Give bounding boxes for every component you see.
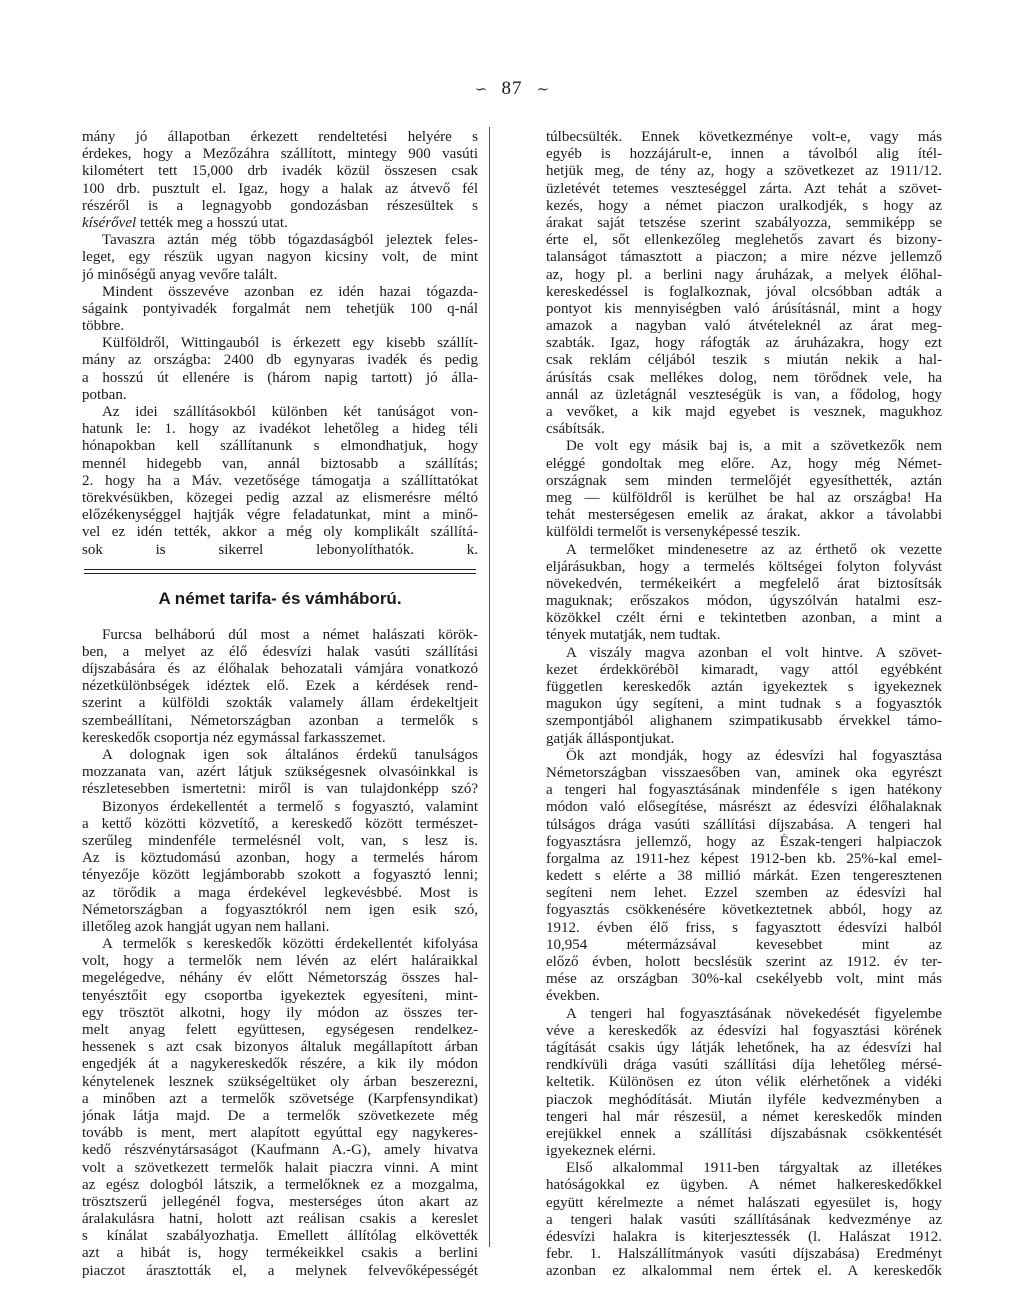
text-line: igyekeznek elérni. <box>546 1143 656 1160</box>
text-line: törekvésükben, közegei pedig azzal az elismerésre méltó <box>82 489 478 506</box>
text-line: az egész dologból látszik, a termelőknek ez a mozgalma, <box>82 1176 478 1193</box>
text-line: tényezője között legjámborabb szokott a fogyasztó lenni; <box>82 867 478 884</box>
text-line: jó minőségű anyag vevőre talált. <box>82 266 278 283</box>
text-line: rendkívüli drága vasúti szállítási díja lehetőleg mérsé- <box>546 1057 942 1074</box>
text-line: magukon úgy segíteni, a mint tudnak s a fogyasztók <box>546 696 942 713</box>
text-line: 10,954 métermázsával kevesebbet mint az <box>546 936 942 953</box>
text-line: édesvízi halakra is kiterjesztessék (l. Halászat 1912. <box>546 1229 942 1245</box>
text-line: A viszály magva azonban el volt hintve. A szövet- <box>566 644 942 661</box>
text-line: üzletévét tetemes veszteséggel zárta. Azt tehát a szövet- <box>546 180 942 197</box>
text-line: volt, hogy a termelők nem lévén az elért haláraikkal <box>82 953 478 970</box>
text-line: díjszabására és az élőhalak behozatali vámjára vonatkozó <box>82 661 478 678</box>
text-line: hetjük meg, de tény az, hogy a szövetkezet az 1911/12. <box>546 163 942 180</box>
text-line: kezés, hogy a német piaczon uralkodjék, s hogy az <box>546 197 942 214</box>
text-line: ben, a melyet az élő édesvízi halak vasúti szállítási <box>82 643 478 660</box>
text-line: áralakulásra hatni, holott azt reálisan csakis a kereslet <box>82 1211 478 1228</box>
text-line: illetőleg azok hangját ugyan nem hallani. <box>82 918 330 935</box>
text-line: febr. 1. Halszállítmányok vasúti díjszabása) Eredményt <box>546 1246 942 1263</box>
text-fragment: tették meg a hosszú utat. <box>136 214 288 231</box>
text-line: segíteni nem lehet. Ezzel szemben az édesvízi hal <box>546 885 942 902</box>
text-line: hatunk le: 1. hogy az ivadékot lehetőleg a hideg téli <box>82 421 478 438</box>
text-line: kénytelenek lesznek szükségeltüket oly árban beszerezni, <box>82 1073 478 1090</box>
text-line: években. <box>546 988 600 1005</box>
text-line: mány jó állapotban érkezett rendeltetési helyére s <box>82 129 478 145</box>
text-line: eljárásukban, hogy a termelés költségei folyton folyvást <box>546 558 942 575</box>
text-line: pontyot kis mennyiségben való árúsításnál, mint a hogy <box>546 300 942 317</box>
text-line <box>82 215 478 232</box>
text-line: amazok a nagyban való átvételeknél az árat meg- <box>546 318 942 335</box>
text-line: 2. hogy ha a Máv. vezetősége támogatja a szállíttatókat <box>82 472 478 489</box>
right-ornament-icon: ∼ <box>536 81 550 98</box>
page-number: 87 <box>501 78 523 99</box>
text-line: Bizonyos érdekellentét a termelő s fogyasztó, valamint <box>102 798 478 815</box>
text-line: engedjék át a nagykereskedők részére, a kik ily módon <box>82 1056 478 1073</box>
text-line: forgalma az 1911-hez képest 1912-ben kb. 25%-kal emel- <box>546 850 942 867</box>
text-line: csábítsák. <box>546 421 605 438</box>
text-line: jónak látja majd. De a termelők szövetkezete még <box>82 1107 478 1124</box>
text-line: hessenek s azt csak bizonyos általuk megállapított árban <box>82 1039 478 1056</box>
text-line: árakat saját tetszése szerint szabályozza, semmiképp se <box>546 214 942 231</box>
text-line: árúsítás csak mellékes dolog, nem törődnek vele, ha <box>546 369 942 386</box>
text-line: a tengeri halak vasúti szállításának kedvezménye az <box>546 1211 942 1228</box>
text-line: szabták. Igaz, hogy ráfogták az áruházakra, hogy ezt <box>546 335 942 352</box>
text-line: közökkel czélt érni e tekintetben azonban, a mint a <box>546 610 942 627</box>
text-line: Az is köztudomású azonban, hogy a termelés három <box>82 850 478 867</box>
text-line: megelégedve, néhány év előtt Németország összes hal- <box>82 970 478 987</box>
text-line: sok is sikerrel lebonyolíthatók. k. <box>82 541 478 558</box>
text-line: Mindent összevéve azonban ez idén hazai tógazda- <box>102 283 478 300</box>
text-line: kilométert tett 15,000 drb ivadék közül összesen csak <box>82 163 478 180</box>
text-line: túlbecsülték. Ennek következménye volt-e, vagy más <box>546 129 942 145</box>
text-line: véve a kereskedők az édesvízi hal fogyasztási körének <box>546 1022 942 1039</box>
text-line: maguknak; erőszakos módon, úgyszólván hatalmi esz- <box>546 593 942 610</box>
text-line: gatják álláspontjukat. <box>546 730 675 747</box>
text-line: érdekes, hogy a Mezőzáhra szállított, mintegy 900 vasúti <box>82 146 478 163</box>
text-line: erejükkel ennek a szállítási díjszabásnak csökkentését <box>546 1125 942 1142</box>
text-line: előző évben, holott becslésük szerint az 1912. év ter- <box>546 954 942 970</box>
text-line: túlságos drága vasúti szállítási díjszabása. A tengeri hal <box>546 816 942 833</box>
text-line: növekedvén, termékeikért a megfelelő árat biztosítsák <box>546 575 942 592</box>
text-line: 1912. évben élő friss, s fagyasztott édesvízi halból <box>546 919 942 936</box>
text-line: külföldi termelőt is versenyképessé teszik. <box>546 524 801 541</box>
text-line: kereskedők csoportja néz egymással farkasszemet. <box>82 729 386 746</box>
text-line: az, hogy pl. a berlini nagy áruházak, a melyek élőhal- <box>546 266 942 283</box>
text-line: fogyasztás csökkenésére következtetnek abból, hogy az <box>546 902 942 919</box>
text-line: tehát mesterségesen emelik az árakat, akkor a távolabbi <box>546 507 942 524</box>
text-line: Tavaszra aztán még több tógazdaságból jeleztek feles- <box>102 232 478 249</box>
text-line: Németországban a fogyasztókról nem igen esik szó, <box>82 901 478 918</box>
text-line: szerűleg mindenféle termelésnél volt, van, s lesz is. <box>82 832 478 849</box>
text-line: egyéb is hozzájárult-e, innen a távolból alig ítél- <box>546 146 942 163</box>
text-line: Ők azt mondják, hogy az édesvízi hal fogyasztása <box>566 747 942 764</box>
text-line: azonban ez alkalommal nem értek el. A kereskedők <box>546 1263 942 1280</box>
text-line: kereskedéssel is foglalkoznak, jóval olcsóbban adták a <box>546 283 942 300</box>
text-line: vel ez idén tették, akkor a még oly komplikált szállítá- <box>82 524 478 541</box>
text-line: az törődik a maga érdekével legkevésbbé. Most is <box>82 884 478 901</box>
text-line: hónapokban kell szállítanunk s elmondhatjuk, hogy <box>82 438 478 455</box>
text-line: mése az országban 30%-kal csekélyebb volt, mint más <box>546 971 942 988</box>
text-line: mány az országba: 2400 db egynyaras ivadék és pedig <box>82 352 478 369</box>
right-column <box>546 129 942 1281</box>
text-line: kedett s elérte a 38 millió márkát. Ezen tengeresztenen <box>546 868 942 885</box>
text-line: szembeállítani, Németországban azonban a termelők s <box>82 712 478 729</box>
italic-text: kísérővel <box>82 214 137 231</box>
text-line: leget, egy részük ugyan nagyon kicsiny volt, de mint <box>82 249 478 266</box>
left-column <box>82 129 478 1281</box>
text-line: mozzanata van, azért látjuk szükségesnek olvasóinkkal is <box>82 764 478 781</box>
text-line: a hosszú út ellenére is (három napig tartott) jó álla- <box>82 369 478 386</box>
text-line: független kereskedők aztán igyekeztek s igyekeznek <box>546 679 942 695</box>
text-line: fogyasztásra jellemző, hogy az Észak-tengeri halpiaczok <box>546 833 942 850</box>
text-line: tények mutatják, nem tudtak. <box>546 627 721 644</box>
text-line: 100 drb. pusztult el. Igaz, hogy a halak az átvevő fél <box>82 180 478 197</box>
text-line: mennél hidegebb van, annál biztosabb a szállítás; <box>82 455 478 472</box>
text-line: szempontjából alighanem szimpatikusabb érvekkel támo- <box>546 713 942 730</box>
text-line: hatóságokkal ez ügyben. A német halkereskedőkkel <box>546 1177 942 1194</box>
text-line: tengeri hal már részesül, a német kereskedők minden <box>546 1108 942 1125</box>
text-line: együtt kérelmezte a német halászati egyesület is, hogy <box>546 1194 942 1211</box>
article-separator <box>84 569 476 574</box>
text-line: A termelők s kereskedők közötti érdekellentét kifolyása <box>102 936 478 953</box>
text-line: részletesebben ismertetni: miről is van tulajdonképp szó? <box>82 781 478 798</box>
article-title: A német tarifa- és vámháború. <box>158 588 402 608</box>
text-line: melt anyag felett együttesen, egységesen rendelkez- <box>82 1022 478 1038</box>
text-line: országnak sem minden termelőjét egyesíthették, aztán <box>546 472 942 489</box>
text-line: A termelőket mindenesetre az az érthető ok vezette <box>566 541 942 558</box>
text-line: egy trösztöt alkotni, hogy ily módon az összes ter- <box>82 1004 478 1021</box>
page-header <box>0 74 1024 104</box>
article-body-left <box>82 627 478 1280</box>
text-line: volt a szövetkezett termelők halait piaczra vinni. A mint <box>82 1159 478 1176</box>
text-line: Az idei szállításokból különben két tanúságot von- <box>102 404 478 420</box>
text-line: a vevőket, a kik majd egyebet is vesznek, magukhoz <box>546 404 942 420</box>
text-line: eléggé gondoltak meg előre. Az, hogy még Német- <box>546 455 942 472</box>
text-line: előzékenységgel hajtják végre feladatunkat, mint a minő- <box>82 507 478 524</box>
text-line: a kettő közötti közvetítő, a kereskedő között természet- <box>82 815 478 832</box>
article-body-right <box>546 129 942 1281</box>
text-line: többre. <box>82 318 125 335</box>
text-line: kezet érdekkörébõl kimaradt, vagy attól egyébként <box>546 661 942 678</box>
text-line: szerint a külföldi szokták valamely állam érdekeltjeit <box>82 695 478 712</box>
text-line: Külföldről, Wittingauból is érkezett egy kisebb szállít- <box>102 335 478 352</box>
text-line: potban. <box>82 386 127 403</box>
text-line: Első alkalommal 1911-ben tárgyaltak az illetékes <box>566 1160 942 1177</box>
text-line: tágítását csakis úgy látják lehetőnek, ha az édesvízi hal <box>546 1039 942 1056</box>
text-line: s kínálat szabályozhatja. Emellett állítólag elkövették <box>82 1228 478 1245</box>
text-line: Furcsa belháború dúl most a német halászati körök- <box>102 626 478 643</box>
text-line: tovább is ment, mert alapított egyúttal egy nagykeres- <box>82 1125 478 1142</box>
text-line: a tengeri hal fogyasztásának mindenféle s igen hatékony <box>546 782 942 799</box>
text-line: érte el, sőt ellenkezőleg meglehetős zavart és bizony- <box>546 232 942 249</box>
previous-article-end <box>82 129 478 559</box>
text-line: meg — külföldről is kerülhet be hal az országba! Ha <box>546 489 942 506</box>
text-line: kedő részvénytársaságot (Kaufmann A.-G), amely hivatva <box>82 1142 478 1159</box>
text-line: A tengeri hal fogyasztásának növekedését figyelembe <box>566 1005 942 1022</box>
text-line: annál az üzletágnál veszteségük is van, a fődolog, hogy <box>546 386 942 403</box>
text-line: De volt egy másik baj is, a mit a szövetkezők nem <box>566 438 942 455</box>
text-line: keltetik. Különösen ez úton vélik elérhetőnek a vidéki <box>546 1074 942 1091</box>
text-line: A dolognak igen sok általános érdekű tanulságos <box>102 747 478 763</box>
left-ornament-icon: ∽ <box>474 81 488 98</box>
text-line: ságaink pontyivadék forgalmát nem tehetjük 100 q-nál <box>82 300 478 317</box>
text-line: trösztszerű jellegénél fogva, mesterséges úton akart az <box>82 1193 478 1210</box>
text-line: részéről is a legnagyobb gondozásban részesültek s <box>82 197 478 214</box>
text-line: talanságot támasztott a piaczon; a mire nézve jellemző <box>546 249 942 266</box>
text-line: Németországban visszaesőben van, aminek oka egyrészt <box>546 764 942 781</box>
text-line: azt a hibát is, hogy termékeikkel csakis a berlini <box>82 1245 478 1262</box>
text-line: csak reklám céljából teszik s miután nekik a hal- <box>546 352 942 369</box>
text-line: a minőben azt a termelők szövetsége (Karpfensyndikat) <box>82 1090 478 1107</box>
text-line: piaczok meghódítását. Miután ilyféle kedvezményben a <box>546 1091 942 1108</box>
text-columns <box>82 129 942 1281</box>
text-line: tenyésztőit egy csoportba igyekeztek egyesíteni, mint- <box>82 987 478 1004</box>
text-line: módon való elősegítése, másrészt az édesvízi élőhalaknak <box>546 799 942 816</box>
text-line: nézetkülönbségek idéztek elő. Ezek a kérdések rend- <box>82 678 478 695</box>
text-line: piaczot árasztották el, a melynek felvevőképességét <box>82 1262 478 1279</box>
